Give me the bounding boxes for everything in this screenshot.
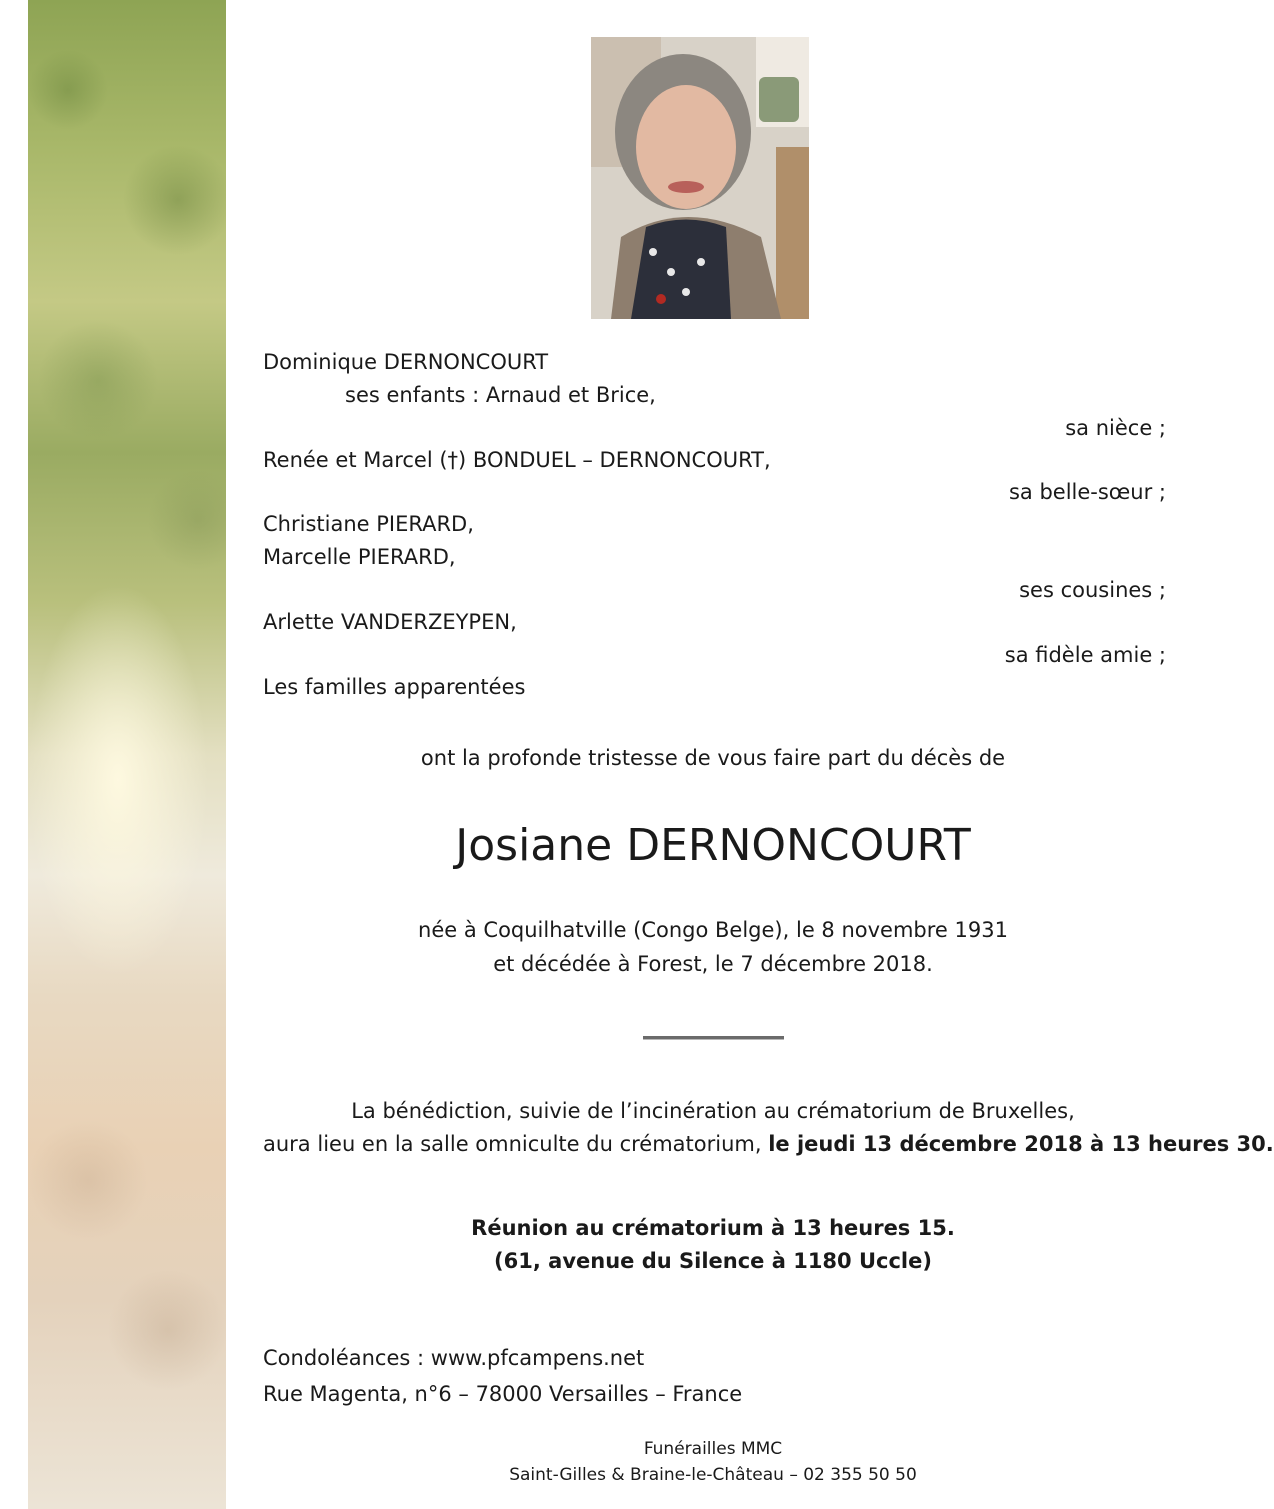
funeral-home-name: Funérailles MMC (643, 1439, 783, 1459)
deceased-name: Josiane DERNONCOURT (455, 820, 971, 871)
contact-address: Rue Magenta, n°6 – 78000 Versailles – France (263, 1382, 743, 1406)
relation-niece: sa nièce ; (1065, 416, 1166, 440)
relation-sister-in-law: sa belle-sœur ; (1008, 480, 1166, 504)
family-children: ses enfants : Arnaud et Brice, (345, 383, 656, 407)
meeting-time: Réunion au crématorium à 13 heures 15. (471, 1216, 955, 1240)
family-marcelle: Marcelle PIERARD, (263, 545, 456, 569)
ceremony-location: aura lieu en la salle omniculte du crématorium, (263, 1132, 762, 1156)
death-info: et décédée à Forest, le 7 décembre 2018. (493, 952, 933, 976)
portrait-photo (591, 37, 809, 319)
family-bonduel: Renée et Marcel (†) BONDUEL – DERNONCOURT, (263, 448, 771, 472)
announcement-text: ont la profonde tristesse de vous faire part du décès de (420, 746, 1006, 770)
ceremony-datetime: le jeudi 13 décembre 2018 à 13 heures 30. (768, 1132, 1274, 1156)
family-relatives: Les familles apparentées (263, 675, 526, 699)
portrait-illustration (591, 37, 809, 319)
family-christiane: Christiane PIERARD, (263, 512, 474, 536)
family-dominique: Dominique DERNONCOURT (263, 350, 549, 374)
relation-friend: sa fidèle amie ; (1004, 643, 1166, 667)
ceremony-line-1: La bénédiction, suivie de l’incinération au crématorium de Bruxelles, (351, 1099, 1075, 1123)
relation-cousins: ses cousines ; (1019, 578, 1166, 602)
condolences-line: Condoléances : www.pfcampens.net (263, 1346, 645, 1370)
section-divider (643, 1036, 784, 1040)
ceremony-line-2 (263, 1132, 1274, 1156)
birth-info: née à Coquilhatville (Congo Belge), le 8 novembre 1931 (418, 918, 1008, 942)
crematorium-address: (61, avenue du Silence à 1180 Uccle) (494, 1249, 932, 1273)
family-arlette: Arlette VANDERZEYPEN, (263, 610, 517, 634)
decorative-forest-band (28, 0, 226, 1509)
funeral-home-details: Saint-Gilles & Braine-le-Château – 02 355 50 50 (509, 1465, 917, 1485)
foliage-texture (28, 0, 226, 1509)
